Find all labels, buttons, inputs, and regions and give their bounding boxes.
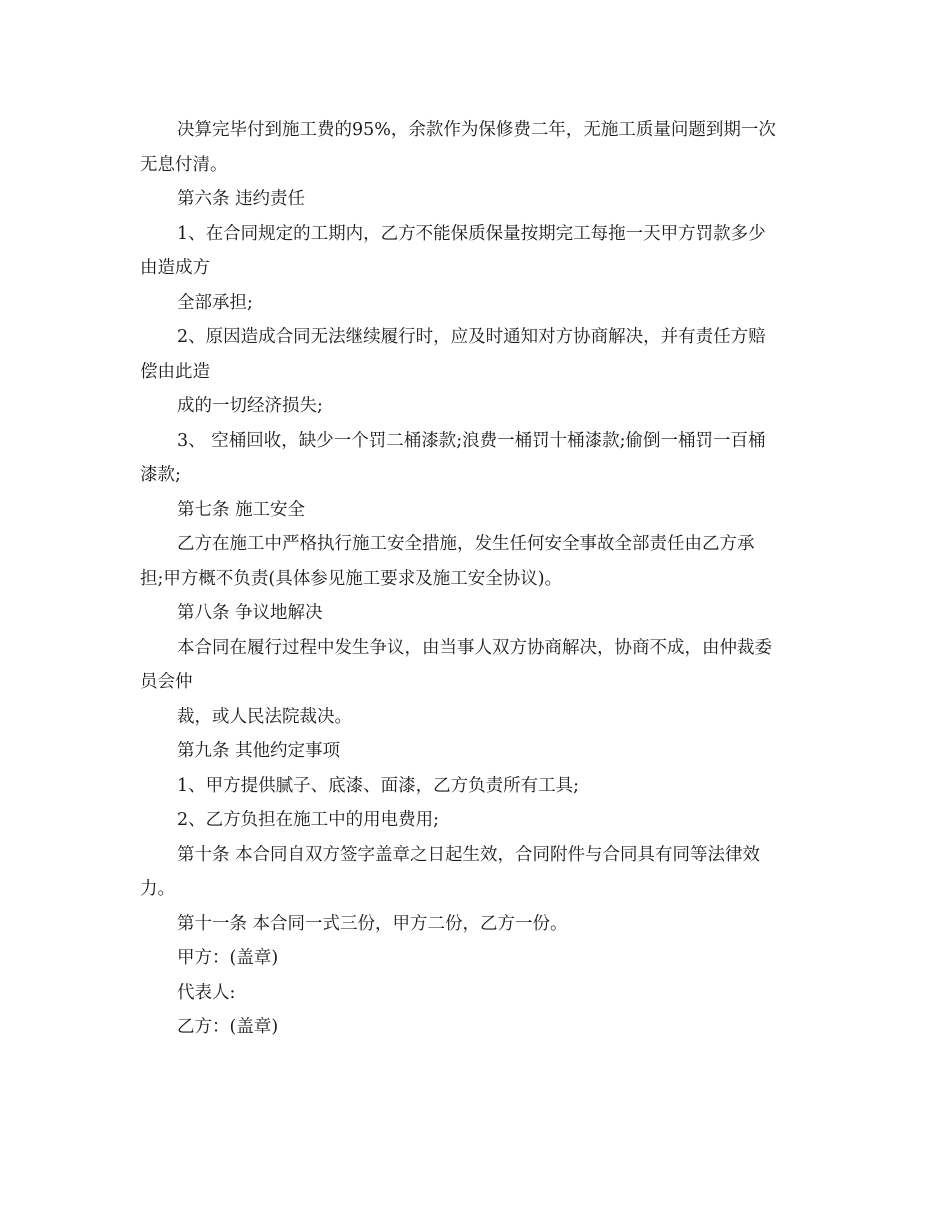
text-line: 1、甲方提供腻子、底漆、面漆，乙方负责所有工具; — [177, 775, 580, 796]
text-line: 1、在合同规定的工期内，乙方不能保质保量按期完工每拖一天甲方罚款多少 — [177, 223, 766, 244]
text-line: 本合同在履行过程中发生争议，由当事人双方协商解决，协商不成，由仲裁委 — [177, 637, 772, 658]
text-line: 3、 空桶回收，缺少一个罚二桶漆款;浪费一桶罚十桶漆款;偷倒一桶罚一百桶 — [177, 430, 766, 451]
text-line: 担;甲方概不负责(具体参见施工要求及施工安全协议)。 — [140, 568, 563, 589]
text-line: 全部承担; — [177, 292, 253, 313]
text-line: 第十一条 本合同一式三份，甲方二份，乙方一份。 — [177, 913, 568, 934]
signature-party-b: 乙方：(盖章) — [177, 1017, 279, 1037]
text-line: 无息付清。 — [140, 154, 228, 175]
text-line: 漆款; — [140, 465, 181, 485]
text-line: 乙方在施工中严格执行施工安全措施，发生任何安全事故全部责任由乙方承 — [177, 534, 755, 554]
signature-representative: 代表人: — [177, 982, 236, 1003]
section-heading: 第六条 违约责任 — [177, 189, 306, 209]
text-line: 决算完毕付到施工费的95%，余款作为保修费二年，无施工质量问题到期一次 — [177, 120, 776, 140]
text-line: 力。 — [140, 879, 175, 899]
signature-party-a: 甲方：(盖章) — [177, 948, 279, 968]
document-body — [140, 113, 820, 1045]
text-line: 偿由此造 — [140, 361, 210, 382]
text-line: 员会仲 — [140, 672, 193, 692]
text-line: 2、原因造成合同无法继续履行时，应及时通知对方协商解决，并有责任方赔 — [177, 327, 766, 347]
text-line: 由造成方 — [140, 258, 210, 278]
text-line: 成的一切经济损失; — [177, 396, 323, 416]
text-line: 第十条 本合同自双方签字盖章之日起生效，合同附件与合同具有同等法律效 — [177, 844, 761, 865]
section-heading: 第七条 施工安全 — [177, 499, 306, 520]
text-line: 裁，或人民法院裁决。 — [177, 706, 352, 727]
section-heading: 第九条 其他约定事项 — [177, 741, 341, 761]
text-line: 2、乙方负担在施工中的用电费用; — [177, 810, 440, 830]
section-heading: 第八条 争议地解决 — [177, 603, 323, 623]
